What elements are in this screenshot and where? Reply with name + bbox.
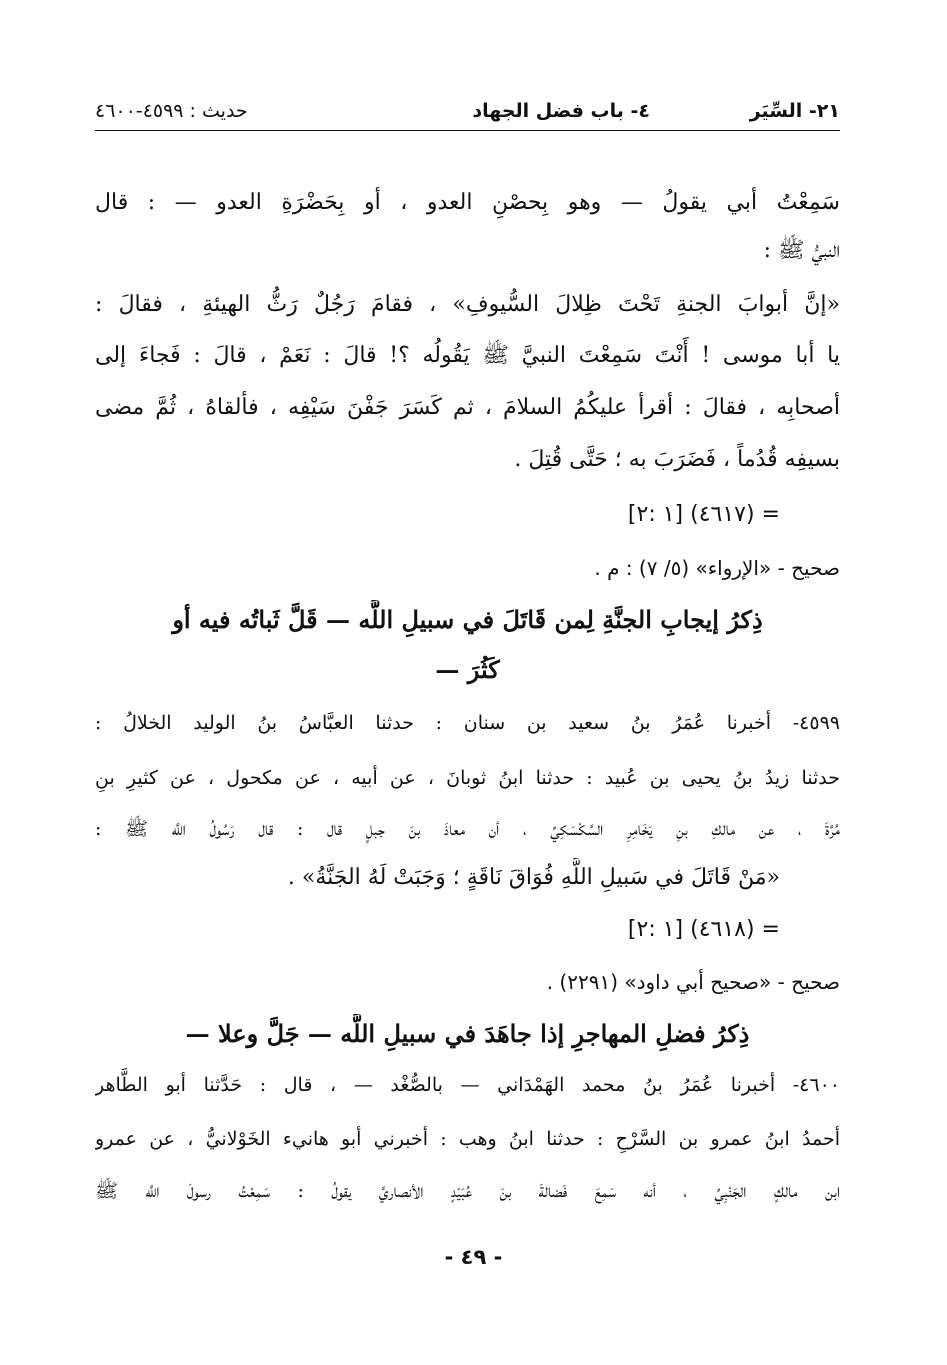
text-line: النبيُّ ﷺ : (763, 238, 840, 263)
section-heading: كَثُرَ — (435, 655, 500, 684)
isnad-line: ٤٦٠٠- أخبرنا عُمَرُ بنُ محمد الهَمْدَاني — بالصُّغْد — ، قال : حَدَّثنا أبو الطَّاهر (95, 1074, 840, 1096)
header-rule (95, 130, 840, 131)
isnad-line: حدثنا زيدُ بنُ يحيى بن عُبيد : حدثنا ابنُ ثوبانَ ، عن أبيه ، عن مكحول ، عن كثيرِ بنِ (95, 767, 840, 789)
section-heading: ذِكرُ إيجابِ الجنَّةِ لِمن قَاتَلَ في سبيلِ اللَّه — قَلَّ ثَباتُه فيه أو (172, 605, 763, 634)
grading-note: صحيح - «الإرواء» (٥/ ٧) : م . (594, 556, 840, 580)
hadith-text-line: «إنَّ أبوابَ الجنةِ تَحْتَ ظِلالَ السُّيوفِ» ، فقامَ رَجُلٌ رَثُّ الهيئةِ ، فقالَ : (95, 292, 840, 317)
page-number: - ٤٩ - (444, 1245, 503, 1269)
grading-note: صحيح - «صحيح أبي داود» (٢٢٩١) . (546, 970, 840, 994)
hadith-text-line: بسيفِه قُدُماً ، فَضَرَبَ به ؛ حَتَّى قُتِلَ . (514, 447, 840, 472)
cross-reference: = (٤٦١٧) [١ :٢] (627, 502, 780, 527)
isnad-line: ابن مالكٍ الجَنْبِيِّ ، أنه سَمِعَ فَضالةَ بنَ عُبَيْدٍ الأنصاريَّ يقولُ : سَمِعْتُ رسولَ اللَّه ﷺ (95, 1180, 840, 1202)
hadith-range: حديث : ٤٥٩٩-٤٦٠٠ (95, 100, 248, 122)
chapter-title: ٤- باب فضل الجهاد (472, 100, 650, 122)
book-title: ٢١- السِّيَر (749, 100, 840, 122)
cross-reference: = (٤٦١٨) [١ :٢] (627, 917, 780, 942)
hadith-text-line: يا أبا موسى ! أَنْتَ سَمِعْتَ النبيَّ ﷺ يَقُولُه ؟! قالَ : نَعَمْ ، قالَ : فَجاءَ إلى (95, 343, 840, 368)
section-heading: ذِكرُ فضلِ المهاجرِ إذا جاهَدَ في سبيلِ اللَّه — جَلَّ وعلا — (185, 1019, 750, 1048)
hadith-text-line: أصحابِه ، فقالَ : أقرأ عليكُمُ السلامَ ، ثم كَسَرَ جَفْنَ سَيْفِه ، فألقاهُ ، ثُمَّ مضى (95, 395, 840, 420)
running-header (95, 92, 840, 128)
hadith-matn: «مَنْ قَاتَلَ في سَبيلِ اللَّهِ فُوَاقَ نَاقَةٍ ؛ وَجَبَتْ لَهُ الجَنَّةُ» . (287, 865, 780, 890)
isnad-line: أحمدُ ابنُ عمرو بن السَّرْحِ : حدثنا ابنُ وهب : أخبرني أبو هانيء الخَوْلانيُّ ، عن عمرو (95, 1128, 840, 1150)
isnad-line: ٤٥٩٩- أخبرنا عُمَرُ بنُ سعيد بن سنان : حدثنا العبَّاسُ بنُ الوليد الخلالُ : (95, 712, 840, 734)
isnad-line: مُرَّةَ ، عن مالكِ بنِ يَخَامِرِ السَّكْسَكِيِّ ، أن معاذَ بنَ جبلٍ قال : قال رَسُولُ اللَّه ﷺ : (95, 818, 840, 840)
text-line: سَمِعْتُ أبي يقولُ — وهو بِحصْنِ العدو ، أو بِحَضْرَةِ العدو — : قال (95, 190, 840, 215)
